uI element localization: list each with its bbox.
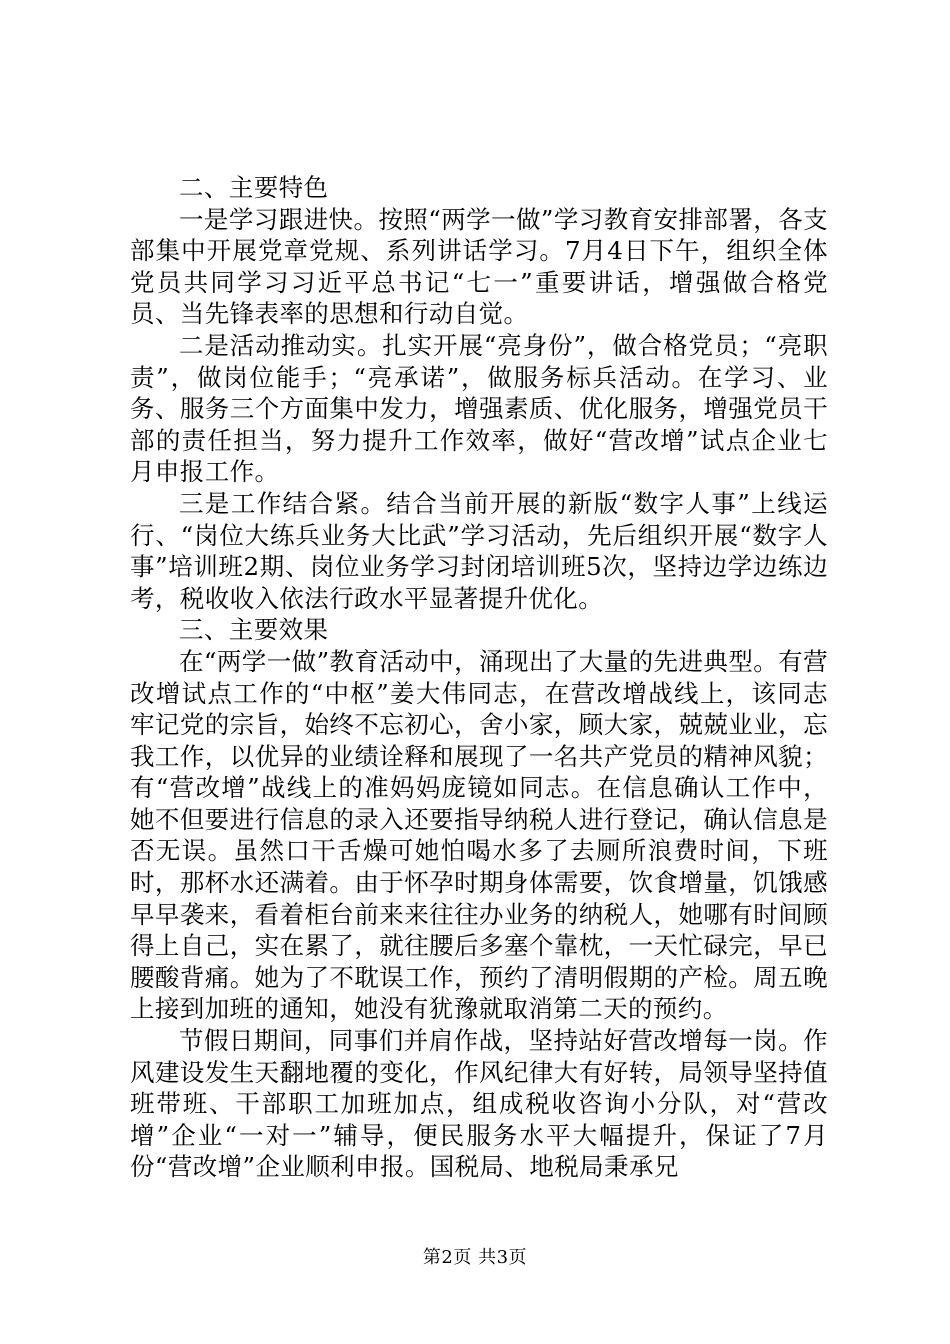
paragraph-holidays: 节假日期间，同事们并肩作战，坚持站好营改增每一岗。作风建设发生天翻地覆的变化，作风纪律大有好转，局领导坚持值班带班、干部职工加班加点，组成税收咨询小分队，对“营改增”企业“一对一”辅导，便民服务水平大幅提升，保证了7月份“营改增”企业顺利申报。国税局、地税局秉承兄	[130, 1026, 828, 1182]
section-heading-effects: 三、主要效果	[179, 615, 329, 645]
paragraph-work: 三是工作结合紧。结合当前开展的新版“数字人事”上线运行、“岗位大练兵业务大比武”学习活动，先后组织开展“数字人事”培训班2期、岗位业务学习封闭培训班5次，坚持边学边练边考，税收收入依法行政水平显著提升优化。	[130, 488, 828, 613]
paragraph-examples: 在“两学一做”教育活动中，涌现出了大量的先进典型。有营改增试点工作的“中枢”姜大伟同志，在营改增战线上，该同志牢记党的宗旨，始终不忘初心，舍小家，顾大家，兢兢业业，忘我工作，以优异的业绩诠释和展现了一名共产党员的精神风貌；有“营改增”战线上的准妈妈庞镜如同志。在信息确认工作中，她不但要进行信息的录入还要指导纳税人进行登记，确认信息是否无误。虽然口干舌燥可她怕喝水多了去厕所浪费时间，下班时，那杯水还满着。由于怀孕时期身体需要，饮食增量，饥饿感早早袭来，看着柜台前来来往往办业务的纳税人，她哪有时间顾得上自己，实在累了，就往腰后多塞个靠枕，一天忙碌完，早已腰酸背痛。她为了不耽误工作，预约了清明假期的产检。周五晚上接到加班的通知，她没有犹豫就取消第二天的预约。	[130, 646, 828, 1024]
paragraph-learning: 一是学习跟进快。按照“两学一做”学习教育安排部署，各支部集中开展党章党规、系列讲话学习。7月4日下午，组织全体党员共同学习习近平总书记“七一”重要讲话，增强做合格党员、当先锋表率的思想和行动自觉。	[130, 204, 828, 329]
page-footer: 第2页 共3页	[422, 1247, 528, 1268]
paragraph-activities: 二是活动推动实。扎实开展“亮身份”，做合格党员；“亮职责”，做岗位能手；“亮承诺”，做服务标兵活动。在学习、业务、服务三个方面集中发力，增强素质、优化服务，增强党员干部的责任担当，努力提升工作效率，做好“营改增”试点企业七月申报工作。	[130, 330, 828, 487]
section-heading-features: 二、主要特色	[179, 173, 329, 202]
document-body	[130, 172, 828, 1183]
